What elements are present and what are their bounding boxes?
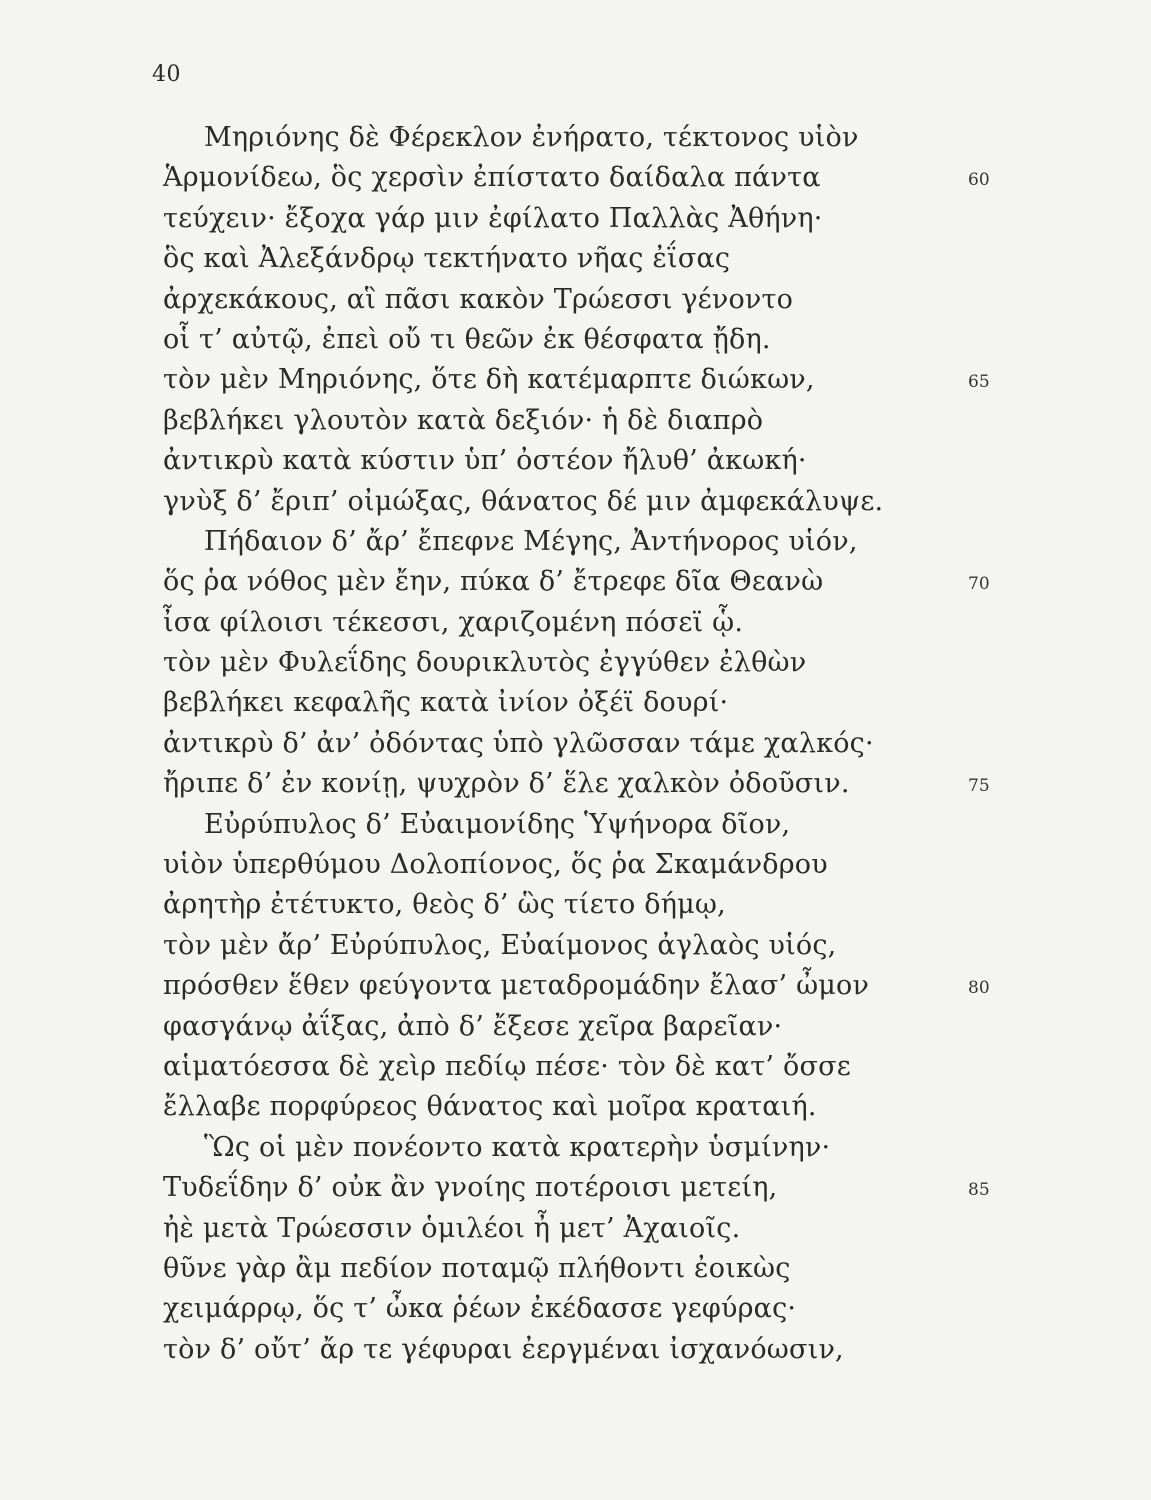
verse-text: Τυδεΐδην δ’ οὐκ ἂν γνοίης ποτέροισι μετείη, xyxy=(163,1172,778,1204)
verse-line xyxy=(0,482,1151,522)
page-number: 40 xyxy=(152,62,181,87)
verse-line xyxy=(0,885,1151,925)
verse-line xyxy=(0,1047,1151,1087)
line-number: 75 xyxy=(968,776,990,797)
verse-line xyxy=(0,603,1151,643)
verse-text: Εὐρύπυλος δ’ Εὐαιμονίδης Ὑψήνορα δῖον, xyxy=(204,808,791,840)
verse-block xyxy=(0,118,1151,1370)
verse-text: θῦνε γὰρ ἂμ πεδίον ποταμῷ πλήθοντι ἐοικὼς xyxy=(163,1252,791,1284)
verse-line xyxy=(0,118,1151,158)
verse-text: ὅς ῥα νόθος μὲν ἔην, πύκα δ’ ἔτρεφε δῖα Θεανὼ xyxy=(163,566,824,598)
verse-line xyxy=(0,320,1151,360)
verse-line xyxy=(0,1289,1151,1329)
line-number: 70 xyxy=(968,574,990,595)
line-number: 60 xyxy=(968,170,990,191)
verse-text: αἱματόεσσα δὲ χεὶρ πεδίῳ πέσε· τὸν δὲ κατ’ ὄσσε xyxy=(163,1050,851,1082)
verse-line xyxy=(0,1087,1151,1127)
verse-text: οἷ τ’ αὐτῷ, ἐπεὶ οὔ τι θεῶν ἐκ θέσφατα ᾔδη. xyxy=(163,323,771,355)
verse-line xyxy=(0,280,1151,320)
verse-line xyxy=(0,724,1151,764)
verse-line xyxy=(0,845,1151,885)
verse-text: ἶσα φίλοισι τέκεσσι, χαριζομένη πόσεϊ ᾧ. xyxy=(163,606,744,638)
verse-text: ἀντικρὺ κατὰ κύστιν ὑπ’ ὀστέον ἤλυθ’ ἀκωκή· xyxy=(163,445,807,477)
verse-line xyxy=(0,1168,1151,1208)
verse-text: βεβλήκει κεφαλῆς κατὰ ἰνίον ὀξέϊ δουρί· xyxy=(163,687,729,719)
line-number: 80 xyxy=(968,978,990,999)
verse-line xyxy=(0,522,1151,562)
verse-text: ἔλλαβε πορφύρεος θάνατος καὶ μοῖρα κραταιή. xyxy=(163,1091,817,1123)
verse-text: ἤριπε δ’ ἐν κονίῃ, ψυχρὸν δ’ ἕλε χαλκὸν ὀδοῦσιν. xyxy=(163,768,850,800)
verse-line xyxy=(0,764,1151,804)
verse-line xyxy=(0,1249,1151,1289)
verse-line xyxy=(0,441,1151,481)
verse-text: υἱὸν ὑπερθύμου Δολοπίονος, ὅς ῥα Σκαμάνδρου xyxy=(163,849,828,881)
verse-line xyxy=(0,1128,1151,1168)
verse-line xyxy=(0,683,1151,723)
verse-line xyxy=(0,199,1151,239)
verse-text: βεβλήκει γλουτὸν κατὰ δεξιόν· ἡ δὲ διαπρὸ xyxy=(163,404,764,436)
verse-line xyxy=(0,1209,1151,1249)
verse-line xyxy=(0,966,1151,1006)
verse-text: τὸν μὲν Φυλεΐδης δουρικλυτὸς ἐγγύθεν ἐλθὼν xyxy=(163,647,807,679)
verse-text: ἠὲ μετὰ Τρώεσσιν ὁμιλέοι ἦ μετ’ Ἀχαιοῖς. xyxy=(163,1212,741,1244)
line-number: 85 xyxy=(968,1180,990,1201)
verse-text: γνὺξ δ’ ἔριπ’ οἰμώξας, θάνατος δέ μιν ἀμφεκάλυψε. xyxy=(163,485,884,517)
verse-line xyxy=(0,562,1151,602)
verse-text: χειμάρρῳ, ὅς τ’ ὦκα ῥέων ἐκέδασσε γεφύρας· xyxy=(163,1293,797,1325)
verse-text: Μηριόνης δὲ Φέρεκλον ἐνήρατο, τέκτονος υἱὸν xyxy=(204,122,859,153)
verse-line xyxy=(0,643,1151,683)
verse-text: τεύχειν· ἔξοχα γάρ μιν ἐφίλατο Παλλὰς Ἀθήνη· xyxy=(163,202,823,234)
verse-text: Πήδαιον δ’ ἄρ’ ἔπεφνε Μέγης, Ἀντήνορος υἱόν, xyxy=(204,525,858,557)
verse-line xyxy=(0,805,1151,845)
verse-text: Ἁρμονίδεω, ὃς χερσὶν ἐπίστατο δαίδαλα πάντα xyxy=(163,162,821,194)
verse-text: τὸν μὲν ἄρ’ Εὐρύπυλος, Εὐαίμονος ἀγλαὸς υἱός, xyxy=(163,929,837,961)
verse-text: ἀρχεκάκους, αἳ πᾶσι κακὸν Τρώεσσι γένοντο xyxy=(163,283,794,315)
verse-line xyxy=(0,360,1151,400)
verse-line xyxy=(0,239,1151,279)
verse-text: τὸν μὲν Μηριόνης, ὅτε δὴ κατέμαρπτε διώκων, xyxy=(163,364,815,396)
verse-text: ἀντικρὺ δ’ ἀν’ ὀδόντας ὑπὸ γλῶσσαν τάμε χαλκός· xyxy=(163,727,874,759)
verse-text: τὸν δ’ οὔτ’ ἄρ τε γέφυραι ἐεργμέναι ἰσχανόωσιν, xyxy=(163,1333,844,1365)
verse-text: ἀρητὴρ ἐτέτυκτο, θεὸς δ’ ὣς τίετο δήμῳ, xyxy=(163,889,726,921)
verse-text: Ὣς οἱ μὲν πονέοντο κατὰ κρατερὴν ὑσμίνην· xyxy=(204,1131,831,1163)
verse-line xyxy=(0,158,1151,198)
verse-text: πρόσθεν ἕθεν φεύγοντα μεταδρομάδην ἔλασ’ ὦμον xyxy=(163,970,870,1002)
verse-line xyxy=(0,1330,1151,1370)
verse-line xyxy=(0,401,1151,441)
verse-line xyxy=(0,1007,1151,1047)
line-number: 65 xyxy=(968,372,990,393)
verse-text: ὃς καὶ Ἀλεξάνδρῳ τεκτήνατο νῆας ἐΐσας xyxy=(163,243,731,275)
verse-text: φασγάνῳ ἀΐξας, ἀπὸ δ’ ἔξεσε χεῖρα βαρεῖαν· xyxy=(163,1010,783,1042)
verse-line xyxy=(0,926,1151,966)
